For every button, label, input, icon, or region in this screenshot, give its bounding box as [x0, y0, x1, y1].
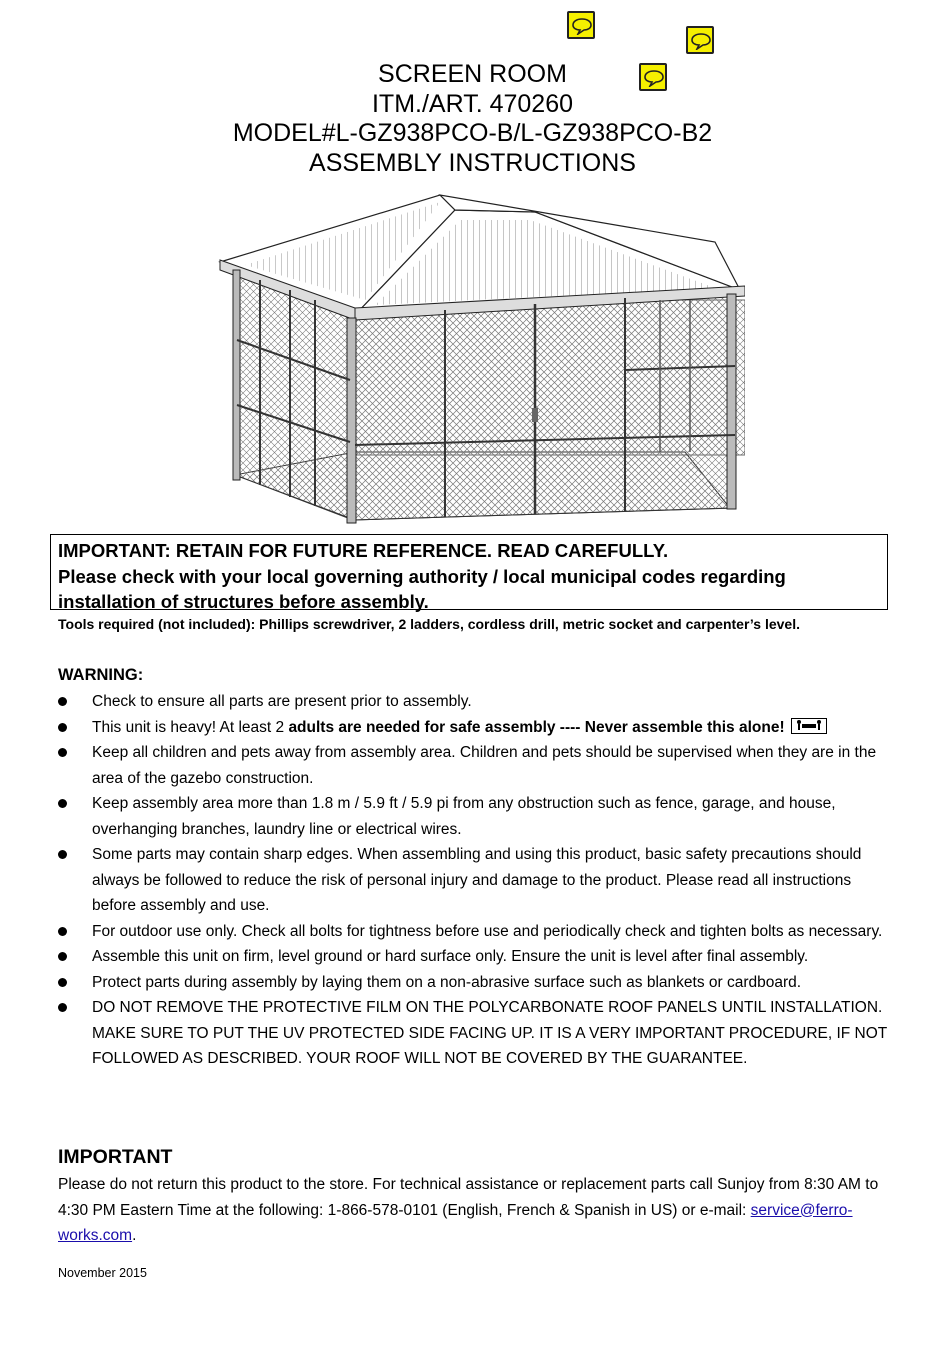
- warning-item: [58, 689, 898, 715]
- warning-item: [58, 715, 898, 741]
- warning-item-text: Keep assembly area more than 1.8 m / 5.9 ft / 5.9 pi from any obstruction such as fence, garage, and house, overhanging branches, laundry line or electrical wires.: [92, 795, 836, 838]
- important-body-text: Please do not return this product to the store. For technical assistance or replacement parts call Sunjoy from 8:30 AM to 4:30 PM Eastern Time at the following: 1-866-578-0101 (English, French & Spanish in US) or e-mail:: [58, 1176, 879, 1219]
- important-notice-box: [50, 534, 888, 610]
- warning-item: [58, 842, 898, 919]
- warning-item: [58, 995, 898, 1072]
- important-body: [58, 1172, 898, 1249]
- warning-item-text: This unit is heavy! At least 2: [92, 718, 285, 736]
- warning-item-text: Some parts may contain sharp edges. When assembling and using this product, basic safety precautions should always be followed to reduce the risk of personal injury and damage to the product. Please read all instructions before assembly and use.: [92, 846, 862, 914]
- footer-date: November 2015: [58, 1266, 147, 1280]
- warning-item: [58, 970, 898, 996]
- tools-required: Tools required (not included): Phillips screwdriver, 2 ladders, cordless drill, metric socket and carpenter’s level.: [58, 616, 800, 632]
- warning-item-text: For outdoor use only. Check all bolts for tightness before use and periodically check and tighten bolts as necessary.: [92, 922, 883, 940]
- warning-item: [58, 944, 898, 970]
- warning-item-bold-text: adults are needed for safe assembly ---- Never assemble this alone!: [288, 718, 785, 736]
- two-people-lifting-icon: [791, 718, 827, 734]
- important-body-end: .: [132, 1227, 137, 1244]
- title-line-instructions: ASSEMBLY INSTRUCTIONS: [309, 148, 636, 177]
- warning-item-text: Protect parts during assembly by laying them on a non-abrasive surface such as blankets or cardboard.: [92, 973, 802, 991]
- comment-note-icon[interactable]: [567, 11, 595, 39]
- important-heading: IMPORTANT: [58, 1146, 173, 1168]
- support-email-link[interactable]: service@ferro-works.com: [58, 1201, 853, 1244]
- warning-item: [58, 791, 898, 842]
- warning-list: [58, 689, 898, 1072]
- warning-item-text: DO NOT REMOVE THE PROTECTIVE FILM ON THE POLYCARBONATE ROOF PANELS UNTIL INSTALLATION. MAKE SURE TO PUT THE UV PROTECTED SIDE FACING UP. IT IS A VERY IMPORTANT PROCEDURE, IF NOT FOLLOWED AS DESCRIBED. YOUR ROOF WILL NOT BE COVERED BY THE GUARANTEE.: [92, 999, 887, 1067]
- notice-authority-line: Please check with your local governing authority / local municipal codes regarding installation of structures before assembly.: [58, 565, 786, 612]
- notice-retain-line: IMPORTANT: RETAIN FOR FUTURE REFERENCE. READ CAREFULLY.: [58, 540, 669, 561]
- document-title: [0, 60, 945, 178]
- warning-heading: WARNING:: [58, 666, 144, 684]
- warning-item-text: Assemble this unit on firm, level ground or hard surface only. Ensure the unit is level after final assembly.: [92, 948, 809, 965]
- warning-item: [58, 919, 898, 945]
- comment-note-icon[interactable]: [686, 26, 714, 54]
- warning-item: [58, 740, 898, 791]
- warning-item-text: Check to ensure all parts are present prior to assembly.: [92, 693, 472, 710]
- title-line-model: MODEL#L-GZ938PCO-B/L-GZ938PCO-B2: [232, 119, 713, 147]
- warning-item-text: Keep all children and pets away from assembly area. Children and pets should be supervised when they are in the area of the gazebo construction.: [92, 744, 877, 787]
- title-line-product: SCREEN ROOM: [378, 60, 567, 88]
- screen-room-illustration: [215, 190, 745, 530]
- title-line-item: ITM./ART. 470260: [371, 89, 574, 118]
